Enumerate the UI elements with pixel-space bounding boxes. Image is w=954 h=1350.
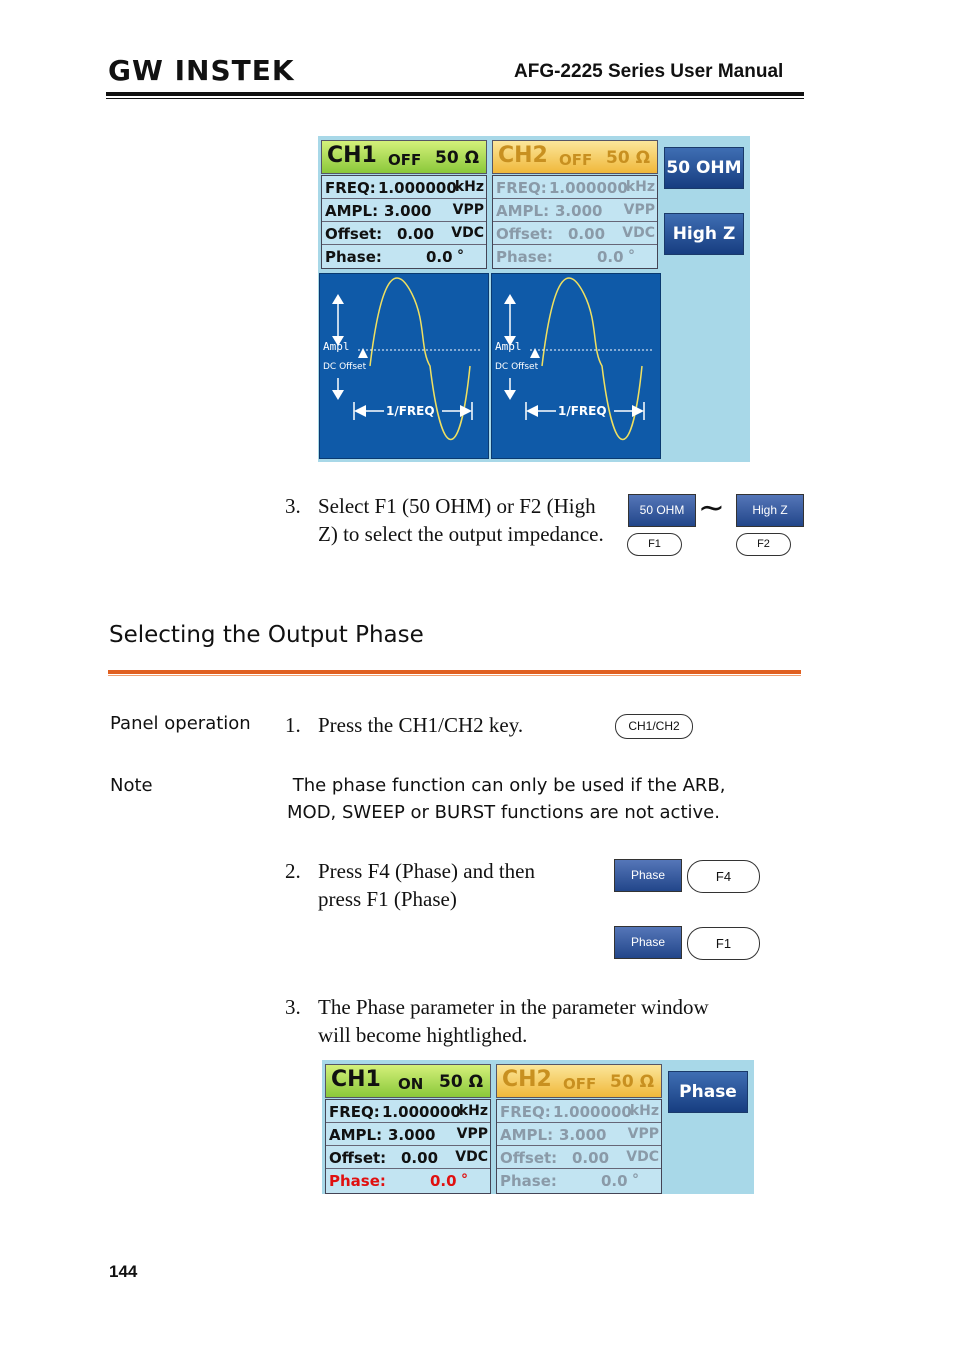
- section-title: Selecting the Output Phase: [109, 622, 424, 648]
- ch2-ampl-row: AMPL: 3.000 VPP: [493, 199, 657, 222]
- ch1-ampl-row-bottom: AMPL: 3.000 VPP: [326, 1123, 490, 1146]
- ch1-freq-label: 1/FREQ: [386, 404, 435, 418]
- step-impedance-number: 3.: [285, 494, 301, 518]
- brand-logo: GW INSTEK: [108, 54, 295, 87]
- ch2-freq-row-bottom: FREQ: 1.000000 kHz: [497, 1100, 661, 1123]
- ch1-waveform-window: [319, 273, 489, 459]
- note-text-line1: The phase function can only be used if the ARB,: [287, 775, 726, 796]
- ch1-offset-row-bottom: Offset: 0.00 VDC: [326, 1146, 490, 1169]
- f4-key[interactable]: F4: [687, 860, 760, 893]
- tilde-separator: ~: [698, 488, 725, 526]
- ch1-param-window: [321, 175, 487, 269]
- ch2-header-bottom: [496, 1064, 662, 1098]
- ch2-ampl-row-bottom: AMPL: 3.000 VPP: [497, 1123, 661, 1146]
- ch2-label-bottom: CH2: [502, 1067, 552, 1092]
- ch2-param-window-bottom: [496, 1099, 662, 1194]
- step2-number: 2.: [285, 859, 301, 883]
- ch1-phase-row: Phase: 0.0 °: [325, 248, 464, 266]
- ch2-offset-row: Offset: 0.00 VDC: [493, 222, 657, 245]
- ch2-state: OFF: [559, 151, 593, 169]
- page-number: 144: [109, 1262, 138, 1281]
- softkey-phase-f4[interactable]: Phase: [614, 859, 682, 892]
- ch2-offset-label: DC Offset: [495, 362, 539, 372]
- step-impedance-text: Select F1 (50 OHM) or F2 (High Z) to select the output impedance.: [318, 494, 604, 546]
- header-divider-thin: [106, 98, 804, 99]
- ch1-impedance: 50 Ω: [435, 148, 480, 168]
- ch1-param-window-bottom: [325, 1099, 491, 1194]
- screen-impedance: [318, 136, 750, 462]
- ch1-freq-row: FREQ: 1.000000 kHz: [322, 176, 486, 199]
- ch2-freq-label: 1/FREQ: [558, 404, 607, 418]
- step1-text: Press the CH1/CH2 key.: [318, 713, 524, 737]
- menu-50-ohm-button[interactable]: 50 OHM: [664, 147, 744, 189]
- ch1-label-bottom: CH1: [331, 1067, 381, 1092]
- ch1-state-bottom: ON: [398, 1075, 424, 1093]
- ch2-phase-row: Phase: 0.0 °: [496, 248, 635, 266]
- ch2-phase-row-bottom: Phase: 0.0 °: [500, 1172, 639, 1190]
- ch1-header-bottom: [325, 1064, 491, 1098]
- ch2-waveform-window: [491, 273, 661, 459]
- note-text-line2: MOD, SWEEP or BURST functions are not active.: [287, 802, 720, 823]
- ch1-freq-row-bottom: FREQ: 1.000000 kHz: [326, 1100, 490, 1123]
- ch1-ampl-label: Ampl: [323, 340, 350, 353]
- step2-text-line1: Press F4 (Phase) and then: [318, 859, 535, 883]
- section-divider: [108, 670, 801, 674]
- manual-title: AFG-2225 Series User Manual: [514, 61, 784, 82]
- panel-operation-label: Panel operation: [110, 713, 251, 734]
- screen-phase: [322, 1060, 754, 1194]
- menu-high-z-button[interactable]: High Z: [664, 213, 744, 255]
- step3-number: 3.: [285, 995, 301, 1019]
- f2-key[interactable]: F2: [736, 533, 791, 556]
- ch1-label: CH1: [327, 143, 377, 168]
- ch2-header: [492, 140, 658, 174]
- f1-key[interactable]: F1: [627, 533, 682, 556]
- ch2-param-window: [492, 175, 658, 269]
- menu-phase-button[interactable]: Phase: [668, 1071, 748, 1113]
- ch2-freq-row: FREQ: 1.000000 kHz: [493, 176, 657, 199]
- ch2-label: CH2: [498, 143, 548, 168]
- step2-text-line2: press F1 (Phase): [318, 887, 457, 911]
- header-divider: [106, 92, 804, 96]
- softkey-high-z[interactable]: High Z: [736, 494, 804, 527]
- ch1-header: [321, 140, 487, 174]
- softkey-50-ohm[interactable]: 50 OHM: [628, 494, 696, 527]
- ch1-ampl-row: AMPL: 3.000 VPP: [322, 199, 486, 222]
- ch1-impedance-bottom: 50 Ω: [439, 1072, 484, 1092]
- ch2-impedance: 50 Ω: [606, 148, 651, 168]
- ch1-phase-row-highlighted: Phase: 0.0 °: [329, 1172, 468, 1190]
- section-divider-thin: [108, 675, 801, 676]
- ch2-impedance-bottom: 50 Ω: [610, 1072, 655, 1092]
- ch1-offset-row: Offset: 0.00 VDC: [322, 222, 486, 245]
- step3-text-line1: The Phase parameter in the parameter window: [318, 995, 709, 1019]
- f1-key-phase[interactable]: F1: [687, 927, 760, 960]
- softkey-phase-f1[interactable]: Phase: [614, 926, 682, 959]
- ch2-offset-row-bottom: Offset: 0.00 VDC: [497, 1146, 661, 1169]
- ch1-state: OFF: [388, 151, 422, 169]
- note-label: Note: [110, 775, 153, 796]
- ch2-ampl-label: Ampl: [495, 340, 522, 353]
- step1-number: 1.: [285, 713, 301, 737]
- ch2-state-bottom: OFF: [563, 1075, 597, 1093]
- ch1-ch2-key[interactable]: CH1/CH2: [615, 714, 693, 739]
- step3-text-line2: will become hightlighed.: [318, 1023, 528, 1047]
- ch1-offset-label: DC Offset: [323, 362, 367, 372]
